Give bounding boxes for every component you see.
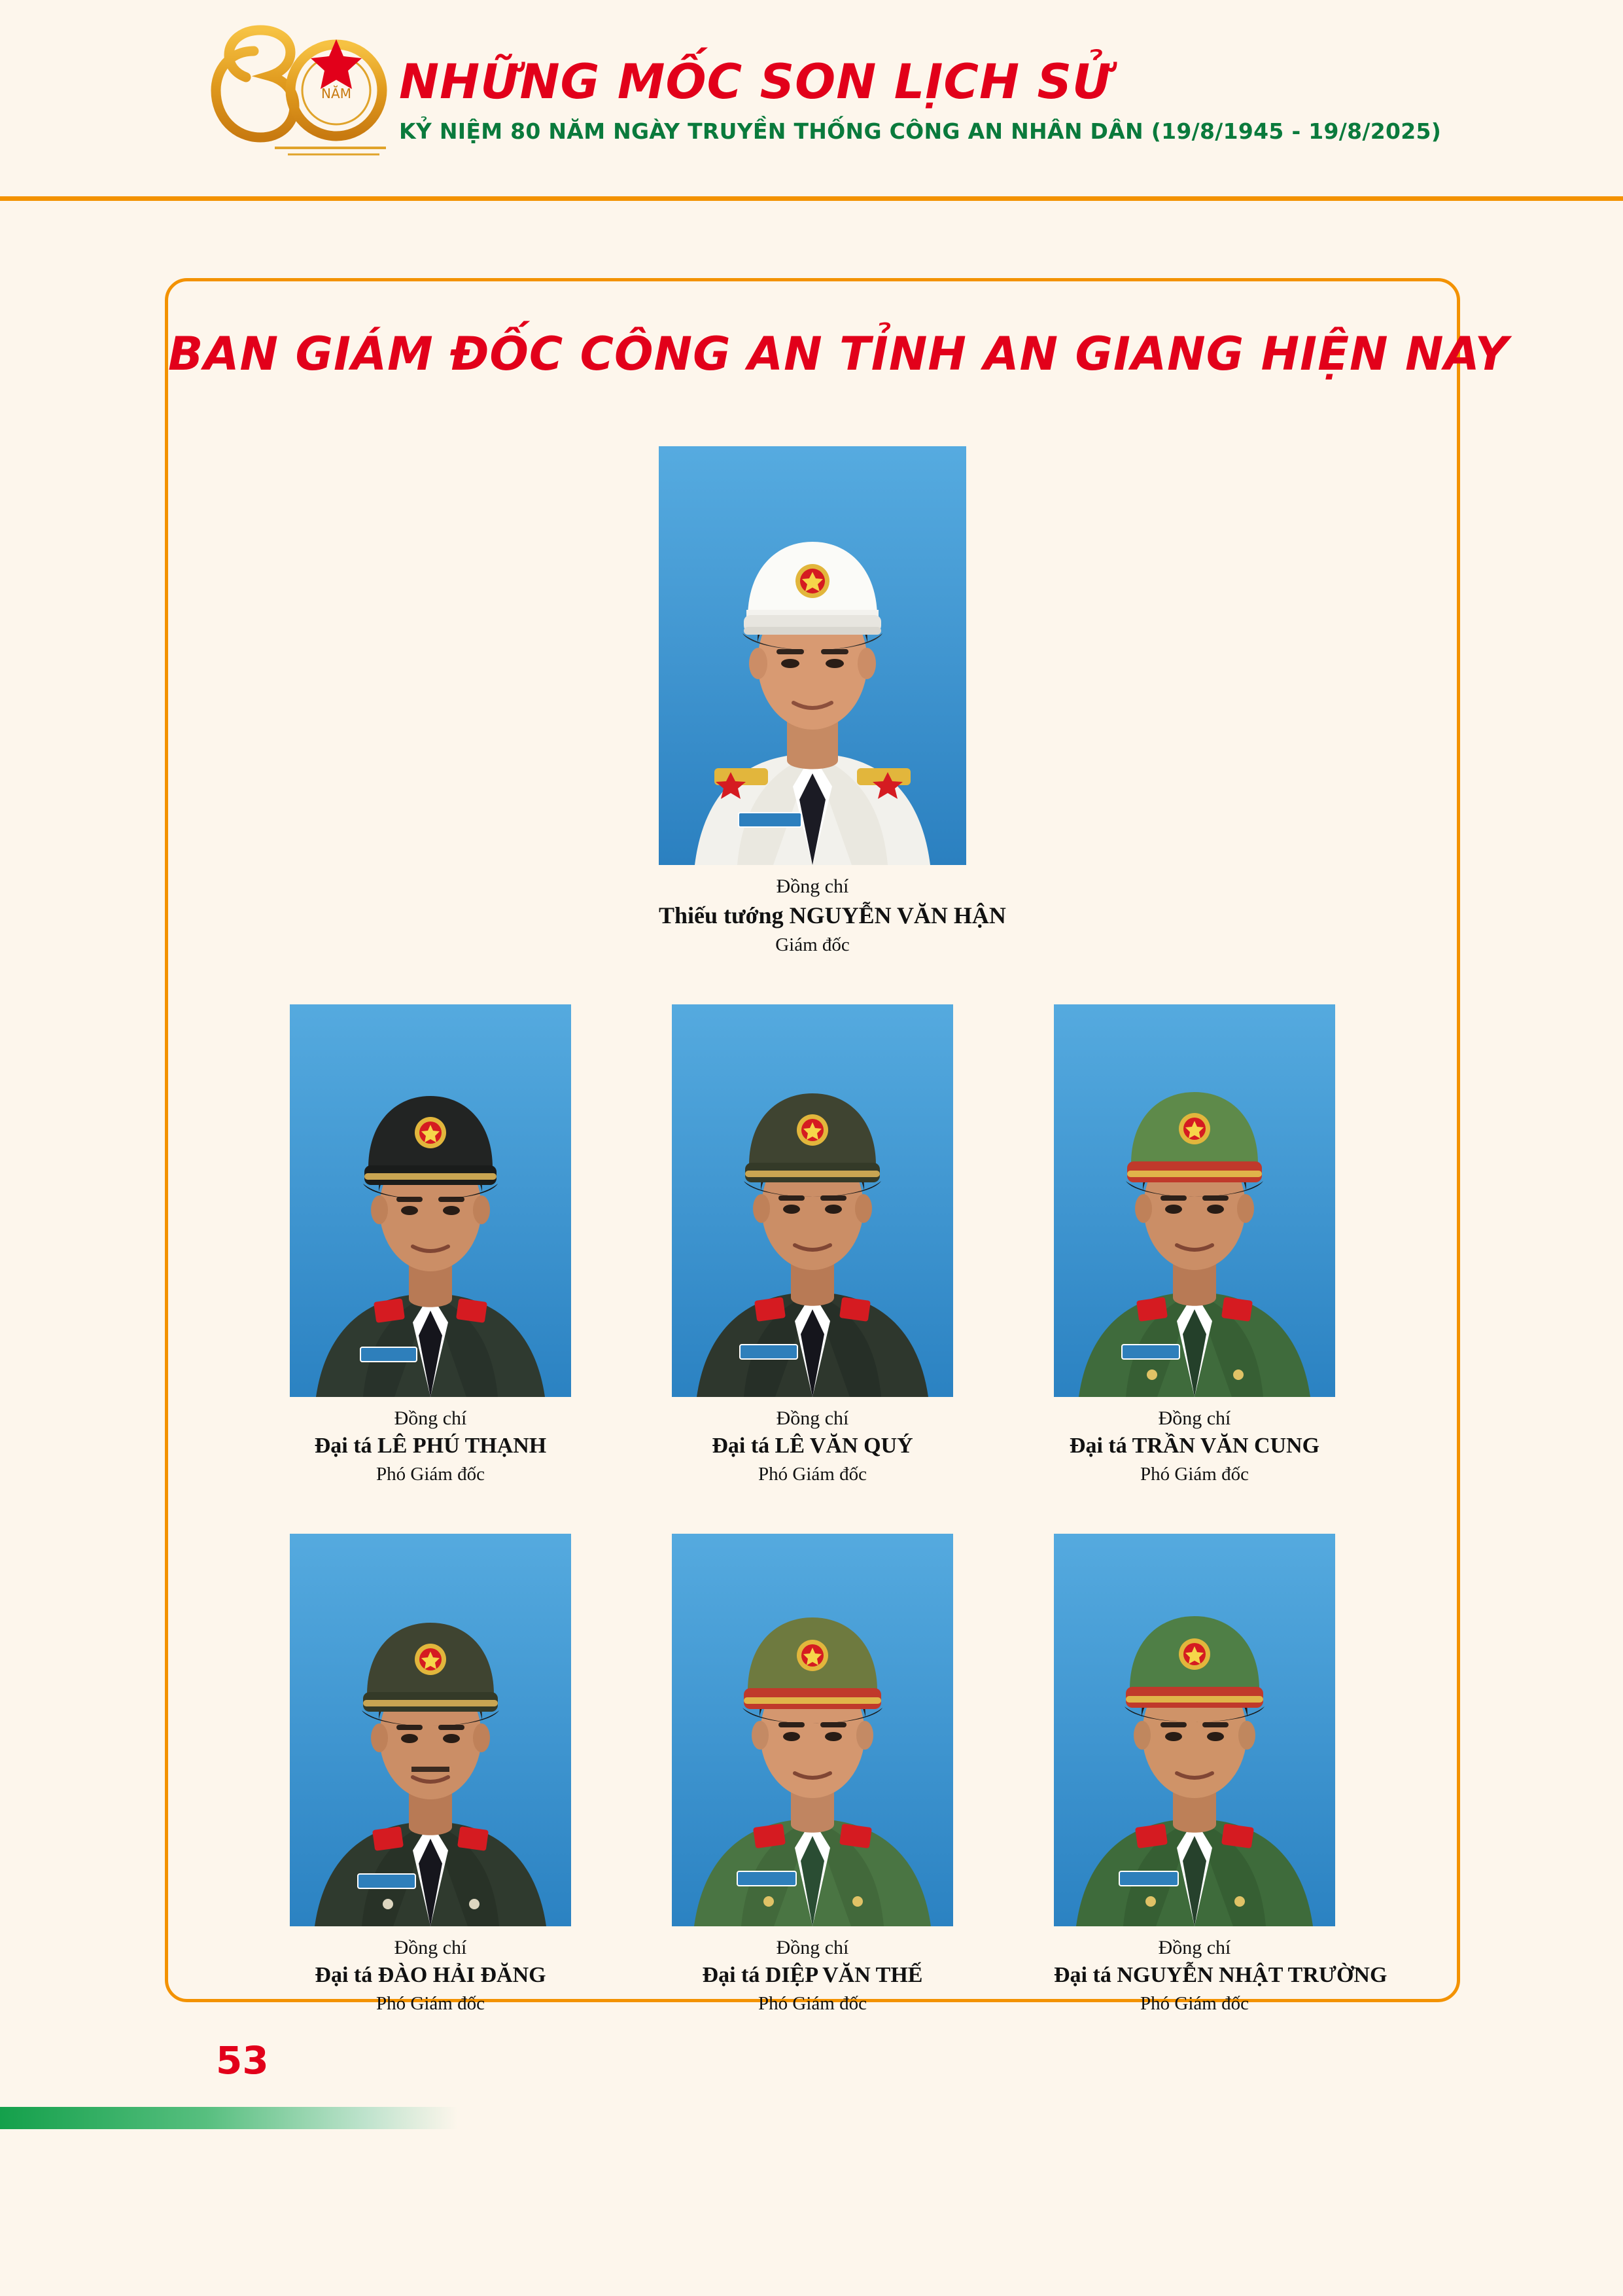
page-number: 53: [216, 2038, 269, 2083]
page-header: [0, 0, 1623, 201]
portrait-photo: [672, 1534, 953, 1926]
leader-role: Phó Giám đốc: [758, 1464, 867, 1485]
deputies-row-2: [168, 1534, 1457, 2015]
portrait-photo: [659, 446, 966, 865]
leader-card-deputy-3: [1054, 1004, 1335, 1485]
leader-name: Đại tá LÊ PHÚ THẠNH: [314, 1434, 547, 1458]
anniversary-80-logo-icon: [196, 20, 393, 170]
leader-name: Đại tá DIỆP VĂN THẾ: [702, 1963, 923, 1987]
leader-role: Giám đốc: [775, 934, 850, 955]
leader-prefix: Đồng chí: [394, 1407, 467, 1429]
portrait-photo: [290, 1004, 571, 1397]
header-subtitle-text: KỶ NIỆM 80 NĂM NGÀY TRUYỀN THỐNG CÔNG AN NHÂN DÂN: [399, 118, 1143, 144]
leader-card-director: [659, 446, 1006, 956]
leader-prefix: Đồng chí: [1158, 1407, 1231, 1429]
header-content: [196, 20, 1441, 170]
bottom-decorative-bar: [0, 2107, 458, 2129]
deputies-row-1: [168, 1004, 1457, 1485]
leader-prefix: Đồng chí: [776, 1937, 849, 1958]
portrait-photo: [1054, 1004, 1335, 1397]
portrait-photo: [290, 1534, 571, 1926]
leader-role: Phó Giám đốc: [1140, 1993, 1249, 2014]
header-anniversary-dates: (19/8/1945 - 19/8/2025): [1151, 118, 1442, 144]
leader-role: Phó Giám đốc: [376, 1993, 485, 2014]
leader-role: Phó Giám đốc: [758, 1993, 867, 2014]
leader-card-deputy-1: [290, 1004, 571, 1485]
leader-role: Phó Giám đốc: [376, 1464, 485, 1485]
portrait-photo: [672, 1004, 953, 1397]
leader-card-deputy-2: [672, 1004, 953, 1485]
leader-prefix: Đồng chí: [394, 1937, 467, 1958]
svg-text:NĂM: NĂM: [321, 86, 351, 101]
header-text-block: [399, 46, 1441, 144]
leader-name: Đại tá TRẦN VĂN CUNG: [1069, 1434, 1320, 1458]
leader-name: Thiếu tướng NGUYỄN VĂN HẬN: [659, 902, 1006, 928]
header-title: NHỮNG MỐC SON LỊCH SỬ: [399, 54, 1112, 111]
header-subtitle: [399, 118, 1441, 144]
content-frame: [165, 278, 1509, 2014]
leader-card-deputy-6: [1054, 1534, 1387, 2015]
leader-prefix: Đồng chí: [776, 1407, 849, 1429]
leader-card-deputy-5: [672, 1534, 953, 2015]
leader-prefix: Đồng chí: [776, 875, 849, 897]
leader-name: Đại tá NGUYỄN NHẬT TRƯỜNG: [1054, 1963, 1387, 1987]
page-title: BAN GIÁM ĐỐC CÔNG AN TỈNH AN GIANG HIỆN NAY: [168, 327, 1509, 381]
leader-prefix: Đồng chí: [1158, 1937, 1231, 1958]
leader-name: Đại tá ĐÀO HẢI ĐĂNG: [315, 1963, 546, 1987]
leader-name: Đại tá LÊ VĂN QUÝ: [712, 1434, 913, 1458]
leader-role: Phó Giám đốc: [1140, 1464, 1249, 1485]
leader-card-deputy-4: [290, 1534, 571, 2015]
portrait-photo: [1054, 1534, 1335, 1926]
